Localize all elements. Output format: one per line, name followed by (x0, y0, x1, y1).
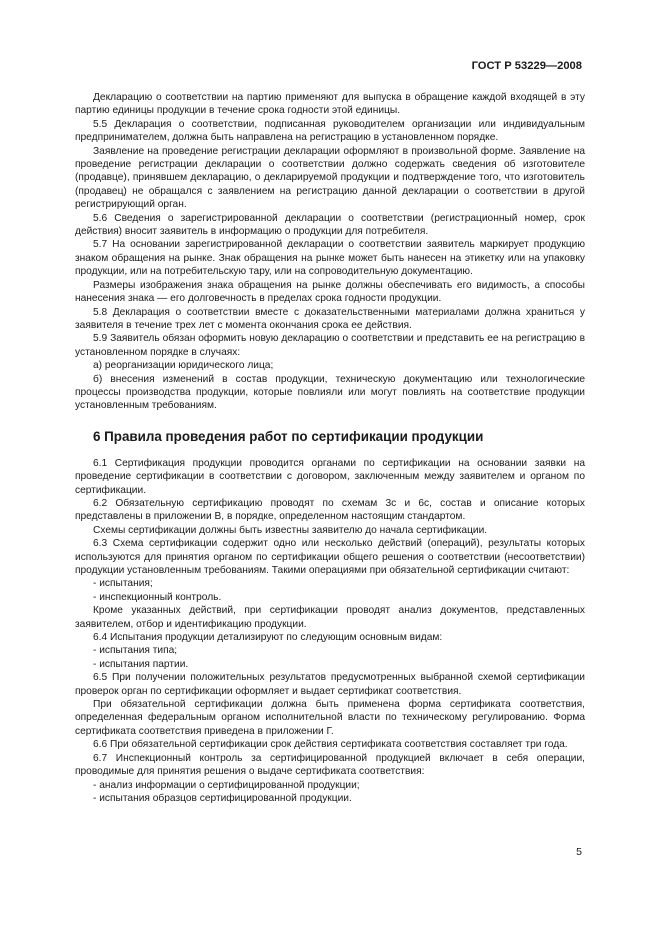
paragraph: 5.8 Декларация о соответствии вместе с доказательственными материалами должна храниться у заявителя в течение трех лет с момента окончания срока ее действия. (75, 306, 585, 331)
document-code: ГОСТ Р 53229—2008 (471, 60, 582, 72)
paragraph: 6.6 При обязательной сертификации срок действия сертификата соответствия составляет три года. (93, 739, 568, 751)
list-item: - испытания образцов сертифицированной продукции. (93, 792, 352, 804)
paragraph: 5.6 Сведения о зарегистрированной декларации о соответствии (регистрационный номер, срок действия) вносит заявитель в информацию о продукции для потребителя. (75, 212, 585, 238)
paragraph: Схемы сертификации должны быть известны заявителю до начала сертификации. (93, 524, 488, 536)
list-item: - испытания партии. (93, 658, 189, 670)
list-item: - испытания; (93, 578, 153, 590)
page-number: 5 (576, 846, 582, 858)
paragraph: 6.7 Инспекционный контроль за сертифицированной продукцией включает в себя операции, проводимые для принятия решения о выдаче сертификата соответствия: (75, 752, 585, 778)
paragraph: 6.3 Схема сертификации содержит одно или несколько действий (операций), результаты которых используются для принятия органом по сертификации общего решения о соответствии (несоответствии) продукции установленным требованиям. Такими операциями при обязательной сертификации считают: (75, 538, 585, 576)
paragraph: При обязательной сертификации должна быть применена форма сертификата соответствия, определенная федеральным органом исполнительной власти по техническому регулированию. Форма сертификата соответствия приведена в приложении Г. (75, 699, 585, 737)
page-content (75, 91, 585, 805)
list-item: а) реорганизации юридического лица; (93, 360, 274, 372)
paragraph: Заявление на проведение регистрации декларации оформляют в произвольной форме. Заявление на проведение регистрации декларации о соответствии должно содержать сведения об изготовителе (продавце), принявшем декларацию, о декларируемой продукции и подтверждение того, что изготовитель (продавец) не обращался с заявлением на регистрацию данной декларации о соответствии в другой регистрирующий орган. (75, 145, 585, 211)
paragraph: 5.9 Заявитель обязан оформить новую декларацию о соответствии и представить ее на регистрацию в установленном порядке в случаях: (75, 333, 585, 358)
list-item: - испытания типа; (93, 645, 178, 657)
list-item: б) внесения изменений в состав продукции, техническую документацию или технологические процессы производства продукции, которые повлияли или могут повлиять на соответствие продукции установленным требованиям. (75, 373, 585, 412)
paragraph: 5.5 Декларация о соответствии, подписанная руководителем организации или индивидуальным предпринимателем, должна быть направлена на регистрацию в установленном порядке. (75, 118, 585, 144)
paragraph: Декларацию о соответствии на партию применяют для выпуска в обращение каждой входящей в эту партию единицы продукции в течение срока годности этой единицы. (75, 92, 585, 117)
list-item: - инспекционный контроль. (93, 591, 222, 603)
paragraph: 6.5 При получении положительных результатов предусмотренных выбранной схемой сертификации проверок орган по сертификации оформляет и выдает сертификат соответствия. (75, 672, 585, 697)
paragraph: 6.4 Испытания продукции детализируют по следующим основным видам: (93, 632, 443, 644)
section-title: 6 Правила проведения работ по сертификации продукции (93, 428, 484, 444)
paragraph: 6.2 Обязательную сертификацию проводят по схемам 3с и 6с, состав и описание которых представлены в приложении В, в порядке, определенном настоящим стандартом. (75, 497, 585, 523)
paragraph: 6.1 Сертификация продукции проводится органами по сертификации на основании заявки на проведение сертификации в соответствии с договором, заключенным между заявителем и органом по сертификации. (75, 457, 585, 496)
paragraph: Кроме указанных действий, при сертификации проводят анализ документов, представленных заявителем, отбор и идентификацию продукции. (75, 605, 585, 630)
paragraph: Размеры изображения знака обращения на рынке должны обеспечивать его видимость, а способы нанесения знака — его долговечность в пределах срока годности продукции. (75, 279, 585, 305)
paragraph: 5.7 На основании зарегистрированной декларации о соответствии заявитель маркирует продукцию знаком обращения на рынке. Знак обращения на рынке может быть нанесен на этикетку или на упаковку продукции, или на потребительскую тару, или на сопроводительную документацию. (75, 239, 585, 278)
list-item: - анализ информации о сертифицированной продукции; (93, 779, 360, 791)
